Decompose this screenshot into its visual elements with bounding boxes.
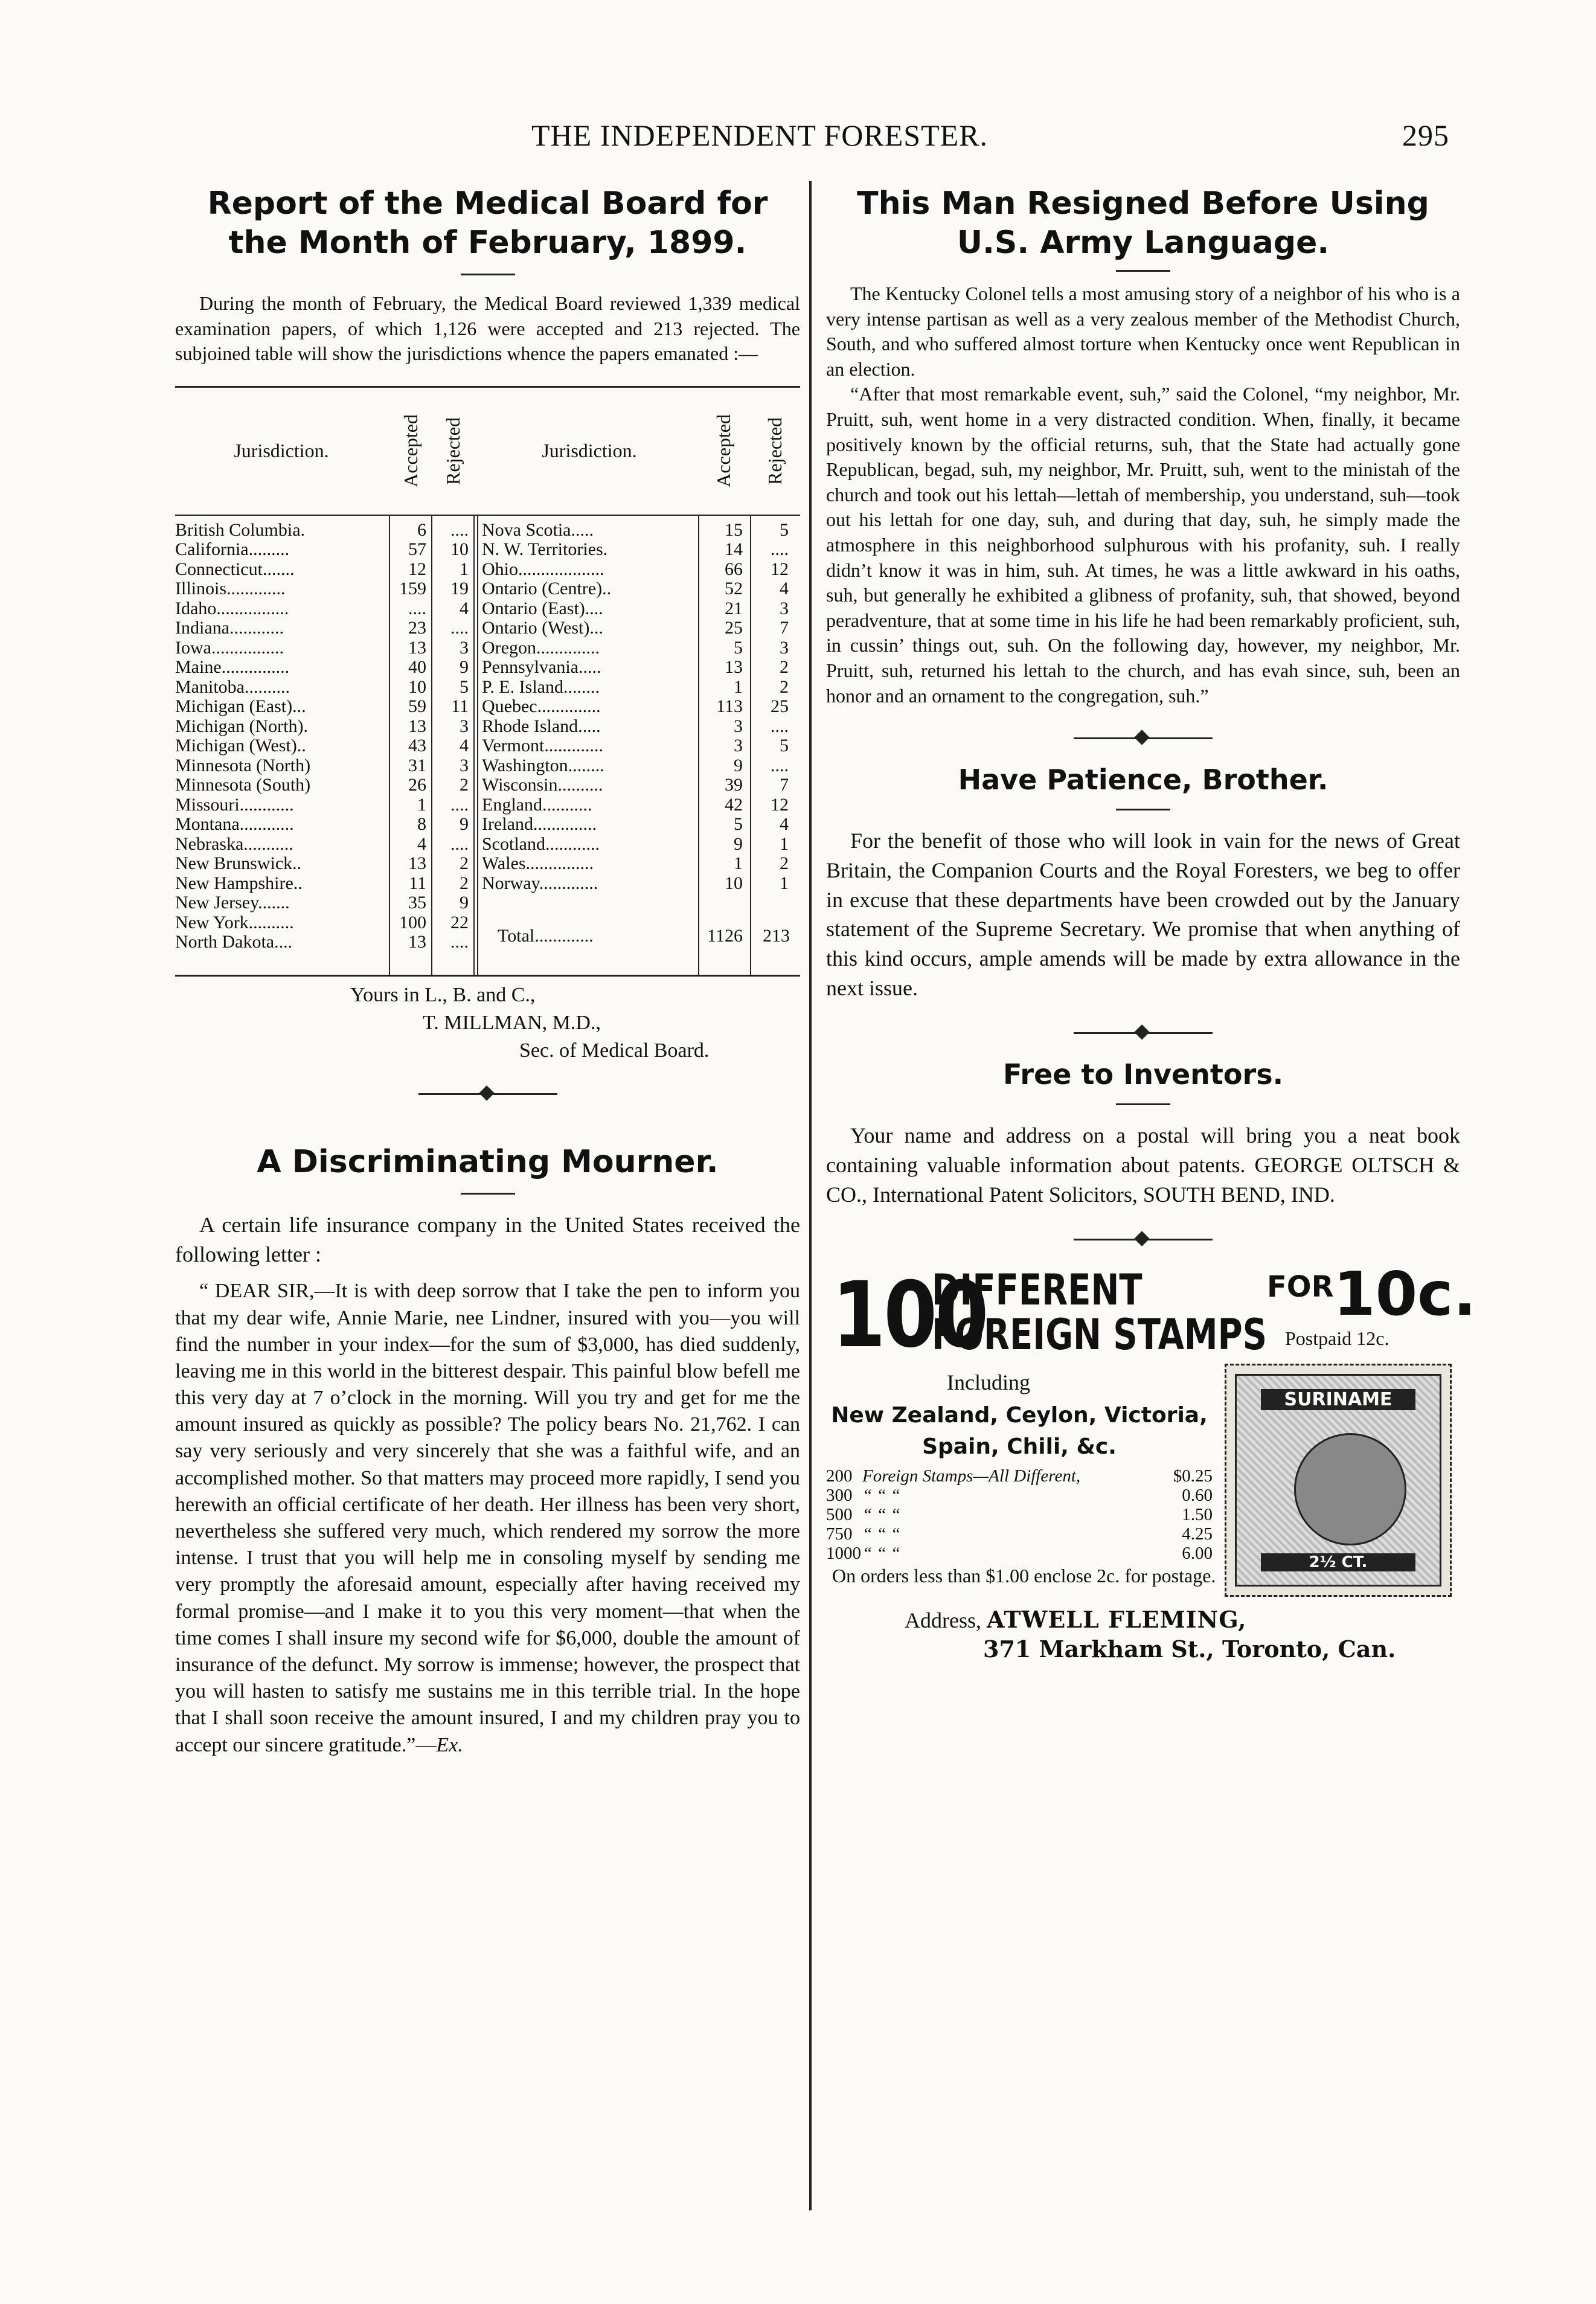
table-row: [175, 521, 473, 541]
jurisdiction-name: Maine...............: [175, 658, 290, 678]
accepted-count: 6: [417, 519, 426, 540]
rejected-count: 9: [460, 657, 469, 678]
accepted-count: 52: [725, 579, 743, 599]
rejected-count: 12: [771, 794, 789, 815]
table-row: [175, 932, 473, 952]
jurisdiction-name: N. W. Territories.: [482, 540, 608, 560]
jurisdiction-name: Nebraska...........: [175, 834, 293, 854]
accepted-count: 13: [725, 657, 743, 678]
price-quantity: 300: [826, 1485, 853, 1505]
jurisdiction-name: New Hampshire..: [175, 873, 303, 893]
rejected-count: 5: [460, 676, 469, 697]
address-street: 371 Markham St., Toronto, Can.: [983, 1635, 1396, 1663]
table-row: [175, 795, 473, 815]
jurisdiction-name: Iowa................: [175, 638, 284, 658]
table-row: [175, 678, 473, 698]
address-name: ATWELL FLEMING,: [986, 1605, 1247, 1633]
ornament-divider: [1074, 1021, 1213, 1045]
jurisdiction-name: Washington........: [482, 756, 604, 775]
jurisdiction-name: Vermont.............: [482, 736, 603, 756]
price-quantity: 750: [826, 1524, 853, 1544]
accepted-count: 8: [417, 814, 426, 835]
table-row: [482, 775, 802, 795]
jurisdiction-name: Scotland............: [482, 834, 600, 854]
price-row: [826, 1505, 1213, 1524]
jurisdiction-name: Manitoba..........: [175, 677, 290, 697]
table-row: [175, 835, 473, 855]
ad-countries-line-1: New Zealand, Ceylon, Victoria,: [831, 1402, 1208, 1428]
ad-for: FOR: [1267, 1269, 1334, 1304]
signature-line-3: Sec. of Medical Board.: [519, 1039, 710, 1062]
rejected-count: 1: [460, 559, 469, 579]
price-quantity: 1000: [826, 1543, 861, 1563]
total-row: [482, 926, 802, 951]
accepted-count: 13: [408, 932, 426, 952]
accepted-count: 13: [408, 716, 426, 736]
letter-source: Ex.: [436, 1733, 463, 1756]
rejected-count: 4: [460, 736, 469, 756]
jurisdiction-name: Michigan (East)...: [175, 697, 306, 717]
divider: [461, 274, 515, 275]
price-row: [826, 1466, 1213, 1486]
header-accepted-right: Accepted: [712, 414, 734, 488]
rejected-count: 1: [780, 873, 789, 893]
header-jurisdiction-left: Jurisdiction.: [234, 440, 329, 462]
accepted-count: 1: [734, 853, 743, 874]
jurisdiction-name: P. E. Island........: [482, 677, 600, 697]
accepted-count: 31: [408, 755, 426, 775]
rejected-count: ....: [450, 618, 469, 638]
table-row: [482, 795, 802, 815]
accepted-count: 10: [408, 676, 426, 697]
rejected-count: 4: [780, 579, 789, 599]
stamp-portrait: [1294, 1433, 1406, 1545]
rejected-count: 1: [780, 833, 789, 854]
table-header: [175, 388, 800, 516]
table-row: [175, 658, 473, 678]
rejected-count: 19: [450, 579, 469, 599]
accepted-count: 5: [734, 814, 743, 835]
jurisdiction-name: Montana............: [175, 815, 294, 835]
price-description: “ “ “: [862, 1524, 900, 1544]
jurisdiction-name: California.........: [175, 540, 290, 560]
accepted-count: 57: [408, 539, 426, 560]
rejected-count: 10: [450, 539, 469, 560]
page-title: THE INDEPENDENT FORESTER.: [531, 118, 989, 152]
table-row: [175, 697, 473, 717]
ad-price: 10c.: [1333, 1258, 1476, 1329]
left-column: [175, 184, 800, 1759]
jurisdiction-name: Quebec..............: [482, 697, 601, 717]
accepted-count: 14: [725, 539, 743, 560]
price-quantity: 500: [826, 1504, 853, 1524]
table-row: [482, 540, 802, 560]
jurisdiction-name: Nova Scotia.....: [482, 520, 594, 540]
rejected-count: 22: [450, 912, 469, 932]
rejected-count: 11: [451, 696, 469, 717]
report-intro: During the month of February, the Medical Board reviewed 1,339 medical examination papers, of which 1,126 were accepted and 213 rejected. The subjoined table will show the jurisdictions whence the papers emanated :—: [175, 292, 800, 365]
jurisdiction-name: Ontario (East)....: [482, 598, 603, 618]
accepted-count: 12: [408, 559, 426, 579]
jurisdiction-name: New Jersey.......: [175, 893, 290, 913]
jurisdiction-name: New York..........: [175, 913, 294, 932]
jurisdiction-name: Michigan (North).: [175, 716, 308, 736]
table-row: [482, 618, 802, 638]
price-value: $0.25: [1173, 1466, 1213, 1486]
table-row: [175, 815, 473, 835]
letter-text: “ DEAR SIR,—It is with deep sorrow that I take the pen to inform you that my dear wife, Annie Marie, nee Lindner, insured with you—you will find the number in your index—for the sum of $3,000, has died suddenly, leaving me in this world in the bitterest despair. This painful blow befell me this very day at 7 o’clock in the morning. Will you try and get for me the amount insured as quickly as possible? The policy bears No. 21,762. I can say very seriously and very sincerely that she was a faithful wife, and an accomplished mother. So that matters may proceed more rapidly, I send you herewith an official certificate of her death. Her illness has been very short, nevertheless she suffered very much, which rendered my sorrow the more intense. I trust that you will help me in consoling myself by sending me very promptly the aforesaid amount, especially after having received my formal promise—and I make it to you this very moment—that when the time comes I shall insure my second wife for $6,000, double the amount of insurance of the defunct. My sorrow is immense; however, the prospect that you will hasten to satisfy me sustains me in this terrible trial. In the hope that I shall soon receive the amount insured, I and my children pray you to accept our sincere gratitude.”—: [175, 1280, 800, 1756]
accepted-count: 5: [734, 637, 743, 658]
ad-line-different: DIFFERENT: [932, 1265, 1143, 1315]
signature-line-1: Yours in L., B. and C.,: [350, 983, 536, 1006]
accepted-count: 21: [725, 598, 743, 618]
inventors-headline: Free to Inventors.: [1002, 1058, 1284, 1091]
address-label: Address,: [905, 1608, 981, 1632]
price-value: 6.00: [1182, 1543, 1213, 1563]
rejected-count: ....: [450, 833, 469, 854]
ad-countries: [826, 1400, 1213, 1463]
price-value: 0.60: [1182, 1485, 1213, 1505]
ad-orders-note: On orders less than $1.00 enclose 2c. for postage.: [832, 1564, 1216, 1587]
ornament-divider: [1074, 727, 1213, 751]
inventors-paragraph: Your name and address on a postal will bring you a neat book containing valuable information about patents. GEORGE OLTSCH & CO., International Patent Solicitors, SOUTH BEND, IND.: [826, 1123, 1460, 1207]
table-row: [175, 913, 473, 933]
rejected-count: ....: [771, 716, 789, 736]
ornament-divider: [418, 1082, 557, 1106]
accepted-count: 159: [399, 579, 426, 599]
table-row: [175, 736, 473, 756]
header-rejected-left: Rejected: [441, 417, 464, 485]
rejected-count: 3: [780, 598, 789, 618]
jurisdiction-name: Ontario (West)...: [482, 618, 603, 638]
ad-address: [826, 1606, 1460, 1633]
right-column: [826, 184, 1476, 1663]
rejected-count: 5: [780, 736, 789, 756]
running-head: [181, 118, 1449, 166]
table-row: [175, 854, 473, 874]
jurisdiction-name: Idaho................: [175, 598, 289, 618]
resigned-paragraph-2: “After that most remarkable event, suh,” said the Colonel, “my neighbor, Mr. Pruitt, suh, went home in a very distracted condition. When, finally, it became positively known by the official returns, suh, that the State had actually gone Republican, begad, suh, my neighbor, Mr. Pruitt, suh, went to the ministah of the church and took out his lettah—lettah of membership, you understand, suh—took out his lettah for one day, suh, and during that day, suh, he simply made the atmosphere in this neighborhood sulphurous with his profanity, suh. I really didn’t know it was in him, suh. At times, he was a little awkward in his oaths, suh, but generally he exhibited a glibness of profanity, suh, that showed, beyond peradventure, that at some time in his life he had been remarkably proficient, suh, in cussin’ things out, suh. On the following day, however, my neighbor, Mr. Pruitt, suh, returned his lettah to the church, and has evah since, suh, been an honor and an ornament to the congregation, suh.”: [826, 383, 1460, 707]
jurisdiction-name: Missouri............: [175, 795, 294, 815]
accepted-count: 35: [408, 893, 426, 913]
ad-including: Including: [947, 1370, 1030, 1394]
signature-line-2: T. MILLMAN, M.D.,: [423, 1011, 601, 1034]
rejected-count: 2: [780, 676, 789, 697]
report-headline: Report of the Medical Board for the Month of February, 1899.: [207, 185, 768, 261]
jurisdiction-name: North Dakota....: [175, 932, 293, 952]
stamp-country: SURINAME: [1261, 1389, 1415, 1410]
accepted-count: 11: [409, 873, 426, 893]
table-row: [175, 579, 473, 599]
accepted-count: 10: [725, 873, 743, 893]
patience-headline: Have Patience, Brother.: [958, 763, 1328, 797]
table-row: [482, 815, 802, 835]
table-row: [482, 638, 802, 658]
table-row: [175, 618, 473, 638]
rejected-count: 2: [460, 873, 469, 893]
table-row: [175, 638, 473, 658]
price-row: [826, 1544, 1213, 1563]
rejected-count: 3: [780, 637, 789, 658]
price-quantity: 200: [826, 1466, 853, 1486]
rejected-count: 2: [460, 853, 469, 874]
rejected-count: 3: [460, 755, 469, 775]
rejected-count: 4: [460, 598, 469, 618]
table-row: [482, 874, 802, 894]
jurisdiction-name: Indiana............: [175, 618, 284, 638]
rejected-count: 12: [771, 559, 789, 579]
jurisdiction-name: Rhode Island.....: [482, 716, 601, 736]
accepted-count: 59: [408, 696, 426, 717]
table-row: [175, 599, 473, 619]
mourner-headline: A Discriminating Mourner.: [257, 1144, 719, 1181]
accepted-count: 15: [725, 519, 743, 540]
accepted-count: 23: [408, 618, 426, 638]
price-value: 1.50: [1182, 1504, 1213, 1524]
jurisdiction-table: [175, 386, 800, 977]
rejected-count: ....: [771, 755, 789, 775]
mourner-letter: [175, 1278, 800, 1758]
accepted-count: 3: [734, 736, 743, 756]
accepted-count: 66: [725, 559, 743, 579]
rejected-count: 9: [460, 893, 469, 913]
table-row: [482, 835, 802, 855]
accepted-count: 43: [408, 736, 426, 756]
table-body: [175, 516, 800, 975]
rejected-count: 2: [460, 775, 469, 795]
accepted-count: 3: [734, 716, 743, 736]
total-accepted: 1126: [707, 925, 743, 946]
jurisdiction-name: Minnesota (South): [175, 775, 311, 795]
jurisdiction-name: Ontario (Centre)..: [482, 579, 612, 599]
rejected-count: 2: [780, 853, 789, 874]
price-description: Foreign Stamps—All Different,: [862, 1466, 1081, 1486]
table-row: [175, 874, 473, 894]
column-rule: [809, 181, 812, 2210]
table-row: [175, 893, 473, 913]
jurisdiction-name: Norway.............: [482, 873, 598, 893]
accepted-count: 9: [734, 755, 743, 775]
page-number: 295: [1402, 118, 1449, 152]
rejected-count: 3: [460, 716, 469, 736]
accepted-count: 39: [725, 775, 743, 795]
accepted-count: 40: [408, 657, 426, 678]
accepted-count: 9: [734, 833, 743, 854]
price-description: “ “ “: [862, 1504, 900, 1524]
price-description: “ “ “: [862, 1543, 900, 1563]
resigned-paragraph-1: The Kentucky Colonel tells a most amusing story of a neighbor of his who is a very intense partisan as well as a very zealous member of the Methodist Church, South, and who suffered almost torture when Kentucky once went Republican in an election.: [826, 283, 1460, 380]
jurisdiction-name: Pennsylvania.....: [482, 658, 601, 678]
resigned-headline: This Man Resigned Before Using U.S. Army Language.: [857, 185, 1429, 261]
jurisdiction-name: Wisconsin..........: [482, 775, 603, 795]
accepted-count: 13: [408, 853, 426, 874]
ad-big-number: 100: [832, 1262, 987, 1368]
table-row: [175, 756, 473, 776]
jurisdiction-name: New Brunswick..: [175, 854, 302, 874]
table-row: [175, 775, 473, 795]
table-row: [482, 678, 802, 698]
table-row: [482, 658, 802, 678]
jurisdiction-name: England...........: [482, 795, 592, 815]
jurisdiction-name: Minnesota (North): [175, 756, 311, 775]
rejected-count: 2: [780, 657, 789, 678]
table-row: [482, 599, 802, 619]
header-jurisdiction-right: Jurisdiction.: [542, 440, 637, 462]
price-value: 4.25: [1182, 1524, 1213, 1544]
mourner-intro: A certain life insurance company in the United States received the following letter :: [175, 1213, 800, 1267]
total-label: Total.............: [498, 925, 594, 946]
total-rejected: 213: [763, 925, 790, 946]
rejected-count: 5: [780, 519, 789, 540]
accepted-count: 25: [725, 618, 743, 638]
table-row: [482, 579, 802, 599]
header-rejected-right: Rejected: [763, 417, 786, 485]
ad-line-foreign-stamps: FOREIGN STAMPS: [932, 1309, 1268, 1359]
price-description: “ “ “: [862, 1485, 900, 1505]
table-row: [482, 854, 802, 874]
jurisdiction-name: Ireland..............: [482, 815, 597, 835]
rejected-count: 4: [780, 814, 789, 835]
rejected-count: 7: [780, 775, 789, 795]
table-row: [482, 756, 802, 776]
jurisdiction-name: Michigan (West)..: [175, 736, 306, 756]
rejected-count: 25: [771, 696, 789, 717]
divider: [1116, 270, 1170, 272]
patience-paragraph: For the benefit of those who will look in vain for the news of Great Britain, the Companion Courts and the Royal Foresters, we beg to offer in excuse that these departments have been crowded out by the January statement of the Supreme Secretary. We promise that when anything of this kind occurs, ample amends will be made by extra allowance in the next issue.: [826, 828, 1460, 1001]
accepted-count: ....: [408, 598, 426, 618]
rejected-count: ....: [450, 519, 469, 540]
divider: [461, 1193, 515, 1195]
table-row: [482, 717, 802, 737]
ad-postpaid: Postpaid 12c.: [1285, 1327, 1389, 1349]
jurisdiction-name: Ohio...................: [482, 559, 604, 579]
accepted-count: 1: [734, 676, 743, 697]
table-row: [482, 560, 802, 580]
header-accepted-left: Accepted: [399, 414, 421, 488]
rejected-count: ....: [450, 932, 469, 952]
jurisdiction-name: Oregon..............: [482, 638, 600, 658]
rejected-count: 3: [460, 637, 469, 658]
table-row: [175, 717, 473, 737]
accepted-count: 4: [417, 833, 426, 854]
jurisdiction-name: Connecticut.......: [175, 559, 295, 579]
ad-countries-line-2: Spain, Chili, &c.: [922, 1434, 1117, 1459]
price-list: [826, 1466, 1213, 1563]
stamp-illustration: [1225, 1364, 1452, 1597]
jurisdiction-name: British Columbia.: [175, 520, 306, 540]
stamp-value: 2½ CT.: [1261, 1553, 1415, 1571]
table-row: [482, 521, 802, 541]
table-row: [482, 697, 802, 717]
divider: [1116, 809, 1170, 810]
table-row: [175, 560, 473, 580]
accepted-count: 26: [408, 775, 426, 795]
rejected-count: 9: [460, 814, 469, 835]
divider: [1116, 1103, 1170, 1105]
rejected-count: ....: [450, 794, 469, 815]
price-row: [826, 1524, 1213, 1544]
jurisdiction-name: Wales...............: [482, 854, 594, 874]
accepted-count: 1: [417, 794, 426, 815]
jurisdiction-name: Illinois.............: [175, 579, 286, 599]
table-row: [175, 540, 473, 560]
ornament-divider: [1074, 1228, 1213, 1252]
rejected-count: 7: [780, 618, 789, 638]
accepted-count: 100: [399, 912, 426, 932]
accepted-count: 13: [408, 637, 426, 658]
rejected-count: ....: [771, 539, 789, 560]
stamps-advertisement: [826, 1258, 1476, 1602]
price-row: [826, 1486, 1213, 1505]
accepted-count: 113: [716, 696, 743, 717]
table-row: [482, 736, 802, 756]
accepted-count: 42: [725, 794, 743, 815]
